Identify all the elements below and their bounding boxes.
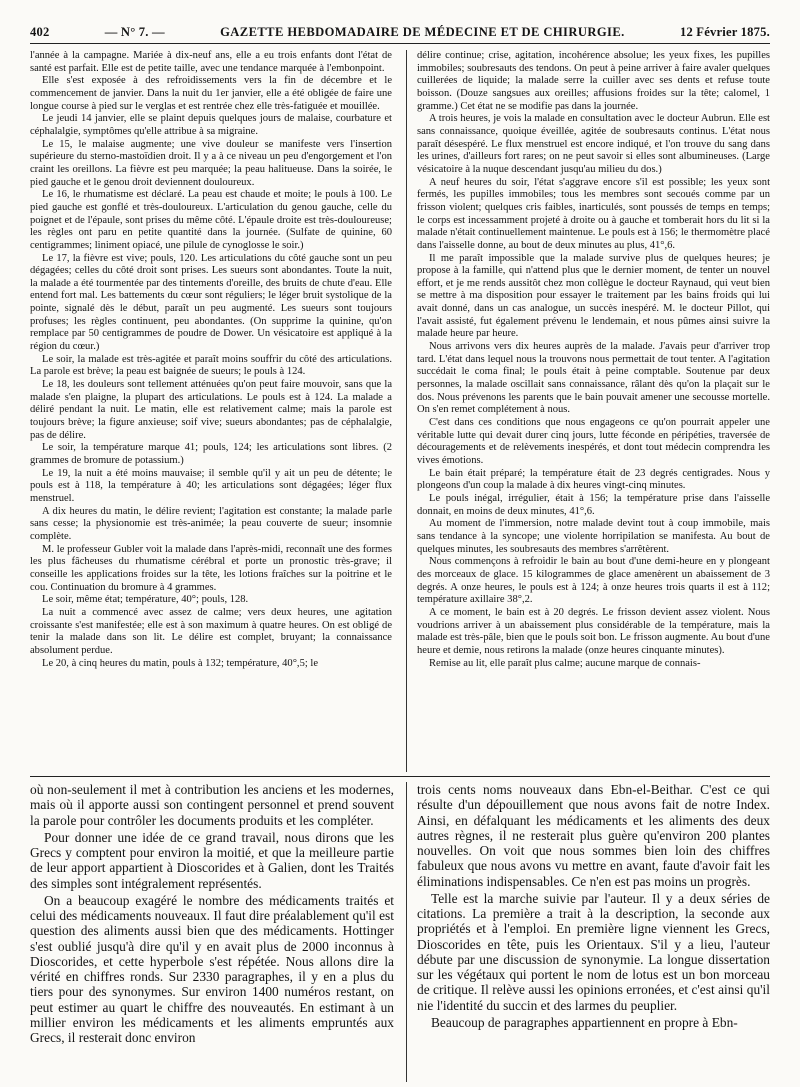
paragraph: Le 20, à cinq heures du matin, pouls à 132; température, 40°,5; le (42, 657, 319, 669)
bottom-right-column (406, 782, 770, 1082)
paragraph: Elle s'est exposée à des refroidissements vers la fin de décembre et le commencement de janvier. Dans la nuit du 1er janvier, elle a été obligée de faire une longue course à pied sur le verglas et est rentrée chez elle très-fatiguée et mouillée. (30, 75, 392, 112)
paragraph: où non-seulement il met à contribution les anciens et les modernes, mais où il apporte aussi son contingent personnel et prend souvent la parole pour contrôler les documents produits et les compléter. (30, 782, 394, 828)
left-column (30, 50, 394, 772)
book-review (30, 782, 770, 1082)
paragraph: On a beaucoup exagéré le nombre des médicaments traités et celui des médicaments nouveaux. Il faut dire préalablement qu'il est question des aliments aussi bien que des médicaments. Hottinger s'est oublié jusqu'à dire qu'il y en avait plus de 2000 inconnus à Dioscorides, et cette hyperbole s'est répétée. Nous allons dire la vérité en chiffres ronds. Sur 2330 paragraphes, il y en a plus du tiers pour des synonymes. Sur environ 1400 numéros restant, on peut estimer au quart le chiffre des nouveautés. En estimant à un millier environ les médicaments et les aliments empruntés aux Grecs, il resterait donc environ (30, 892, 394, 1045)
paragraph: Telle est la marche suivie par l'auteur. Il y a deux séries de citations. La première a trait à la description, la seconde aux propriétés et à l'emploi. En première ligne viennent les Grecs, Dioscorides en tête, puis les Orientaux. S'il y a lieu, l'auteur débute par une discussion de synonymie. La longue dissertation sur les végétaux qui portent le nom de lotus est un bon morceau de critique. Il relève aussi les opinions erronées, et c'est ainsi qu'il nie l'identité du succin et des larmes du peuplier. (417, 890, 770, 1013)
paragraph: Le 19, la nuit a été moins mauvaise; il semble qu'il y ait un peu de détente; le pouls est à 118, la température à 40; les articulations sont dégagées; léger flux menstruel. (30, 467, 392, 504)
bottom-left-column (30, 782, 394, 1082)
paragraph: Le soir, la température marque 41; pouls, 124; les articulations sont libres. (2 grammes de bromure de potassium.) (30, 442, 392, 466)
paragraph: Pour donner une idée de ce grand travail, nous dirons que les Grecs y comptent pour environ la moitié, et que la meilleure partie de leur apport appartient à Dioscorides et à Galien, dont les Traités des simples sont intégralement représentés. (30, 829, 394, 891)
journal-title: GAZETTE HEBDOMADAIRE DE MÉDECINE ET DE CHIRURGIE. (220, 25, 625, 39)
issue-number: — N° 7. — (104, 25, 165, 39)
paragraph: Le 16, le rhumatisme est déclaré. La peau est chaude et moite; le pouls à 100. Le pied gauche est gonflé et très-douloureux. L'articulation du genou gauche, celle du poignet et de l'épaule, sont prises du même côté. L'épaule droite est très-douloureuse; les règles ont paru en petite quantité dans la journée. (Sulfate de quinine, 60 centigrammes; liniment opiacé, une pilule de cynoglosse le soir.) (30, 189, 392, 251)
issue-date: 12 Février 1875. (679, 25, 770, 39)
paragraph: l'année à la campagne. Mariée à dix-neuf ans, elle a eu trois enfants dont l'état de santé est parfait. Elle est de petite taille, avec une tendance marquée à l'embonpoint. (30, 50, 392, 74)
paragraph: C'est dans ces conditions que nous engageons ce qu'on pourrait appeler une véritable lutte qui devait durer cinq jours, lutte féconde en péripéties, traversée de découragements et de relèvements inespérés, et dont tout médecin comprendra les vives émotions. (417, 417, 770, 466)
paragraph: Le bain était préparé; la température était de 23 degrés centigrades. Nous y plongeons d'un coup la malade à dix heures vingt-cinq minutes. (417, 467, 770, 492)
paragraph: Il me paraît impossible que la malade survive plus de quelques heures; je propose à la famille, qui n'attend plus que le dernier moment, de tenter un nouvel effort, et je me rends aussitôt chez mon collègue le docteur Raynaud, qui veut bien se mettre à ma disposition pour essayer le traitement par les bains froids qui lui avait donné, dans un cas analogue, un succès inespéré. M. le docteur Pillot, qui l'avait assisté, fut également prévenu le lendemain, et nous pûmes ainsi suivre la malade heure par heure. (417, 252, 770, 340)
running-head (30, 20, 770, 44)
paragraph: Remise au lit, elle paraît plus calme; aucune marque de connais- (429, 657, 701, 669)
paragraph: Le 18, les douleurs sont tellement atténuées qu'on peut faire mouvoir, sans que la malade s'en plaigne, la plupart des articulations. Le pouls est à 124. La malade a déliré pendant la nuit. Le matin, elle est relativement calme; mais la parole est toujours brève; la figure anxieuse; soif vive; sueurs abondantes; pas de céphalalgie, pas de délire. (30, 379, 392, 441)
paragraph: Au moment de l'immersion, notre malade devint tout à coup immobile, mais sans tendance à la syncope; une violente horripilation se manifesta. Au bout de quelques minutes, les soubresauts des membres s'arrêtèrent. (417, 518, 770, 555)
paragraph: Nous arrivons vers dix heures auprès de la malade. J'avais peur d'arriver trop tard. L'état dans lequel nous la trouvons nous permettait de tout tenter. A l'agitation succédait le coma final; le pouls était à peine comptable. Soutenue par deux personnes, la malade oscillait sans connaissance, râlant dès qu'on la plaçait sur le dos. Nous prévenons les parents que le bain pouvait amener une secousse mortelle. On s'en remet complétement à nous. (417, 341, 770, 416)
paragraph: trois cents noms nouveaux dans Ebn-el-Beithar. C'est ce qui résulte d'un dépouillement que nous avons fait de notre Index. Ainsi, en défalquant les médicaments et les aliments des deux autres règnes, il ne resterait plus guère qu'environ 200 plantes nouvelles. On voit que nous sommes bien loin des chiffres fabuleux que nous avons vu mettre en avant, faute d'avoir fait les éliminations indispensables. Ce n'en est pas moins un progrès. (417, 782, 770, 889)
paragraph: Le 17, la fièvre est vive; pouls, 120. Les articulations du côté gauche sont un peu dégagées; celles du côté droit sont prises. Les sueurs sont abondantes. Toute la nuit, la malade a été tourmentée par des tintements d'oreille, des bruits de chute d'eau. Elle entend fort mal. Les battements du cœur sont réguliers; le léger bruit systolique de la pointe, signalé dès le début, paraît un peu augmenté. Les sueurs sont toujours profuses; les règles continuent, peu abondantes. (On supprime la quinine, qu'on remplace par 50 centigrammes de poudre de Dower. Un vésicatoire est appliqué à la région du cœur.) (30, 252, 392, 353)
paragraph: A ce moment, le bain est à 20 degrés. Le frisson devient assez violent. Nous voudrions arriver à un abaissement plus considérable de la température, mais la malade est très-pâle, bien que le pouls soit bon. Le frisson augmente. Au bout d'une heure et demie, nous retirons la malade (onze heures cinquante minutes). (417, 606, 770, 656)
right-column (406, 50, 770, 772)
paragraph: A dix heures du matin, le délire revient; l'agitation est constante; la malade parle sans cesse; la physionomie est très-animée; la peau couverte de sueur; insomnie complète. (30, 505, 392, 542)
paragraph: A trois heures, je vois la malade en consultation avec le docteur Aubrun. Elle est sans connaissance, quoique éveillée, agitée de soubresauts continus. L'état nous paraît désespéré. Le flux menstruel est encore indiqué, et l'on trouve du sang dans les urines, d'ailleurs fort rares; on ne peut savoir si elles sont albumineuses. (Large vésicatoire à la nuque descendant jusqu'au milieu du dos.) (417, 113, 770, 175)
paragraph: Le jeudi 14 janvier, elle se plaint depuis quelques jours de malaise, courbature et céphalalgie, symptômes qu'elle attribue à sa migraine. (30, 113, 392, 137)
page-number: 402 (30, 25, 50, 39)
paragraph: M. le professeur Gubler voit la malade dans l'après-midi, reconnaît une des formes les plus fâcheuses du rhumatisme cérébral et porte un pronostic très-grave; il conseille les applications froides sur la tête, les lotions fraîches sur la poitrine et le cou. Continuation du bromure à 4 grammes. (30, 543, 392, 593)
paragraph: délire continue; crise, agitation, incohérence absolue; les yeux fixes, les pupilles immobiles; soubresauts des tendons. On peut à peine arriver à faire avaler quelques cuillerées de liquide; la malade serre la cuiller avec ses dents et refuse toute boisson. (Douze sangsues aux oreilles; affusions froides sur la tête; calomel, 1 gramme.) Cet état ne se modifie pas dans la journée. (417, 50, 770, 112)
paragraph: Le soir, même état; température, 40°; pouls, 128. (42, 594, 249, 606)
section-divider (30, 776, 770, 777)
paragraph: Le pouls inégal, irrégulier, était à 156; la température prise dans l'aisselle donnait, en moins de deux minutes, 41°,6. (417, 492, 770, 517)
paragraph: La nuit a commencé avec assez de calme; vers deux heures, une agitation croissante s'est manifestée; elle est à son maximum à quatre heures. On est obligé de tenir la malade dans son lit. Le délire est complet, bruyant; la connaissance absolument perdue. (30, 606, 392, 656)
paragraph: Nous commençons à refroidir le bain au bout d'une demi-heure en y plongeant des morceaux de glace. 15 kilogrammes de glace amenèrent un abaissement de 3 degrés. A onze heures, le pouls est à 124; à onze heures trois quarts il est à 112; température axillaire 38°,2. (417, 556, 770, 606)
paragraph: A neuf heures du soir, l'état s'aggrave encore s'il est possible; les yeux sont fermés, les pupilles immobiles; tous les membres sont secoués comme par un frisson violent; quelques cris faibles, inarticulés, sont poussés de temps en temps; le corps est incessamment projeté à droite ou à gauche et tomberait hors du lit si la malade n'était continuellement maintenue. Le pouls est à 156; le thermomètre placé dans l'aisselle donne, au bout de deux minutes au plus, 41°,6. (417, 176, 770, 251)
paragraph: Le 15, le malaise augmente; une vive douleur se manifeste vers l'insertion supérieure du sterno-mastoïdien droit. Il y a à ce niveau un peu d'engorgement et l'on craint les oreillons. La fièvre est peu marquée; la peau halitueuse. Dans la soirée, le pied gauche et le genou droit deviennent douloureux. (30, 138, 392, 188)
paragraph: Le soir, la malade est très-agitée et paraît moins souffrir du côté des articulations. La parole est brève; la peau est baignée de sueurs; le pouls à 124. (30, 353, 392, 378)
paragraph: Beaucoup de paragraphes appartiennent en propre à Ebn- (431, 1014, 738, 1030)
clinical-observation (30, 50, 770, 772)
